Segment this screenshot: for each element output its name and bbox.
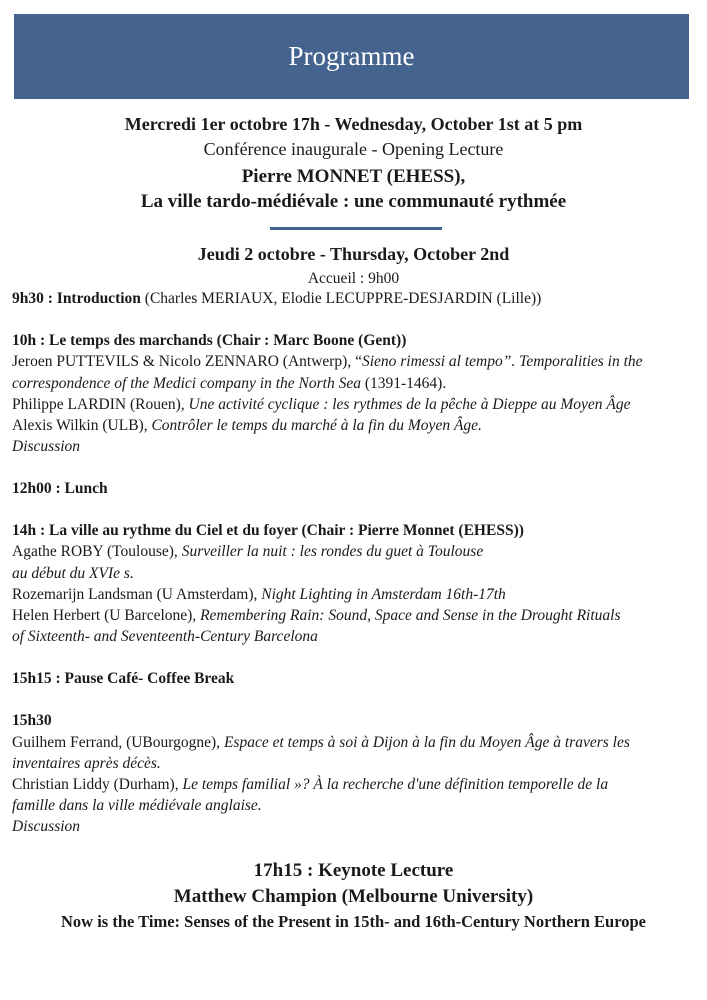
programme-line	[12, 755, 161, 773]
programme-banner	[14, 14, 689, 99]
programme-line	[12, 417, 482, 435]
programme-line	[12, 522, 524, 540]
programme-line	[12, 797, 262, 815]
line-italic: Surveiller la nuit : les rondes du guet à Toulouse	[181, 543, 484, 560]
programme-line	[12, 353, 643, 371]
line-italic: au début du XVIe s.	[12, 565, 134, 582]
line-italic: Discussion	[12, 818, 81, 835]
line-bold: 15h30	[12, 712, 52, 729]
programme-line	[12, 670, 234, 688]
programme-line	[12, 396, 631, 414]
programme-line	[12, 818, 80, 836]
day1-speaker: Pierre MONNET (EHESS),	[241, 166, 466, 187]
programme-line	[12, 586, 506, 604]
line-plain: Rozemarijn Landsman (U Amsterdam),	[12, 586, 262, 603]
divider	[270, 227, 442, 230]
line-plain: Jeroen PUTTEVILS & Nicolo ZENNARO (Antwerp), “	[12, 353, 362, 370]
line-bold: 10h : Le temps des marchands (Chair : Marc Boone (Gent))	[12, 332, 407, 349]
keynote-title: Now is the Time: Senses of the Present in 15th- and 16th-Century Northern Europe	[61, 912, 646, 931]
line-italic: correspondence of the Medici company in the North Sea	[12, 375, 365, 392]
line-italic: Remembering Rain: Sound, Space and Sense in the Drought Rituals	[200, 607, 621, 624]
day1-date: Mercredi 1er octobre 17h - Wednesday, October 1st at 5 pm	[124, 114, 583, 134]
line-after: (1391-1464).	[364, 375, 447, 392]
line-italic: famille dans la ville médiévale anglaise.	[12, 797, 262, 814]
line-italic: Contrôler le temps du marché à la fin du Moyen Âge.	[151, 417, 482, 434]
day1-talk: La ville tardo-médiévale : une communauté rythmée	[140, 191, 567, 212]
line-italic: Le temps familial »? À la recherche d'une définition temporelle de la	[182, 776, 609, 793]
line-plain: Agathe ROBY (Toulouse),	[12, 543, 182, 560]
line-plain: Alexis Wilkin (ULB),	[12, 417, 152, 434]
keynote-speaker: Matthew Champion (Melbourne University)	[173, 886, 534, 907]
line-italic: Espace et temps à soi à Dijon à la fin du Moyen Âge à travers les	[223, 734, 630, 751]
line-italic: inventaires après décès.	[12, 755, 161, 772]
line-plain: Philippe LARDIN (Rouen),	[12, 396, 189, 413]
line-italic: Sieno rimessi al tempo”. Temporalities in the	[361, 353, 643, 370]
intro-time: 9h30 : Introduction	[12, 290, 141, 307]
line-italic: Night Lighting in Amsterdam 16th-17th	[261, 586, 506, 603]
programme-line	[12, 734, 630, 752]
programme-line	[12, 628, 318, 646]
programme-line	[12, 565, 134, 583]
keynote-time: 17h15 : Keynote Lecture	[253, 860, 454, 881]
day1-subtitle: Conférence inaugurale - Opening Lecture	[203, 139, 504, 159]
programme-line	[12, 332, 406, 350]
programme-line	[12, 607, 621, 625]
programme-line	[12, 776, 608, 794]
line-plain: Guilhem Ferrand, (UBourgogne),	[12, 734, 224, 751]
line-bold: 14h : La ville au rythme du Ciel et du foyer (Chair : Pierre Monnet (EHESS))	[12, 522, 524, 539]
programme-line	[12, 375, 446, 393]
day2-date: Jeudi 2 octobre - Thursday, October 2nd	[197, 244, 510, 264]
line-plain: Helen Herbert (U Barcelone),	[12, 607, 201, 624]
line-bold: 12h00 : Lunch	[12, 480, 108, 497]
line-italic: Une activité cyclique : les rythmes de la pêche à Dieppe au Moyen Âge	[188, 396, 631, 413]
intro-line	[12, 290, 541, 308]
welcome: Accueil : 9h00	[307, 270, 400, 287]
programme-line	[12, 543, 483, 561]
programme-line	[12, 480, 108, 498]
programme-line	[12, 438, 80, 456]
line-bold: 15h15 : Pause Café- Coffee Break	[12, 670, 235, 687]
programme-line	[12, 712, 52, 730]
intro-people: (Charles MERIAUX, Elodie LECUPPRE-DESJARDIN (Lille))	[140, 290, 542, 307]
line-italic: Discussion	[12, 438, 81, 455]
page-title: Programme	[288, 41, 415, 71]
line-plain: Christian Liddy (Durham),	[12, 776, 183, 793]
line-italic: of Sixteenth- and Seventeenth-Century Barcelona	[12, 628, 318, 645]
